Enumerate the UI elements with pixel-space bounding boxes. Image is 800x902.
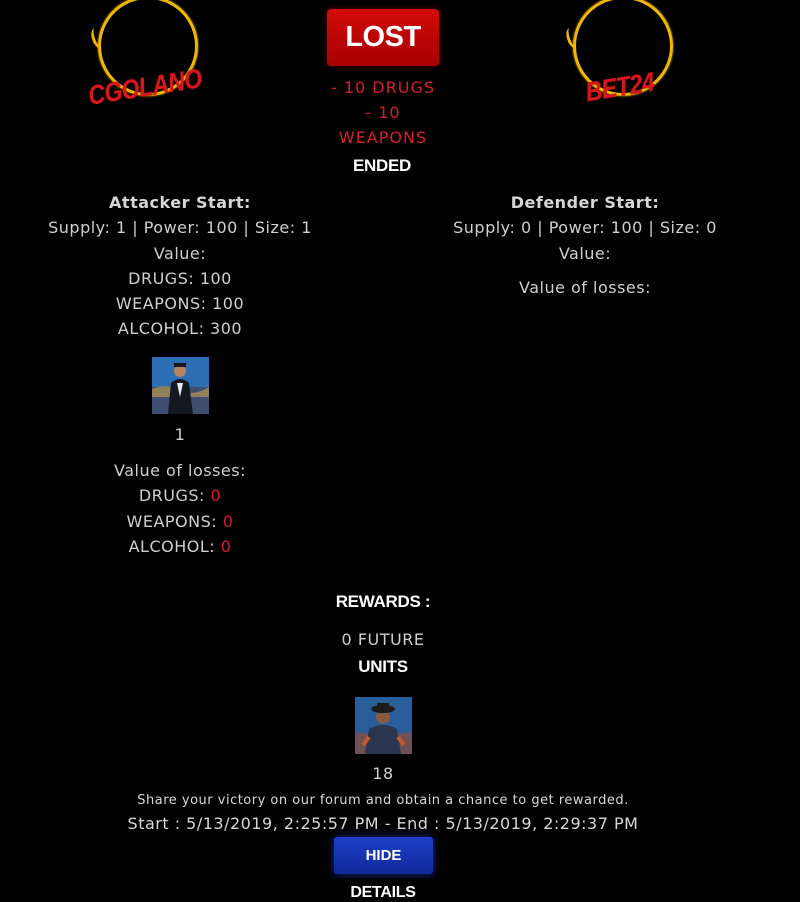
loss-line-2: - 10 [365, 103, 401, 122]
details-label: DETAILS [350, 884, 416, 901]
rewards-heading: REWARDS : [335, 592, 431, 611]
attacker-losses-label: Value of losses: [113, 461, 246, 480]
attacker-loss-drugs: DRUGS: 0 [138, 486, 222, 506]
attacker-loss-alcohol: ALCOHOL: 0 [128, 536, 232, 556]
battle-time-range: Start : 5/13/2019, 2:25:57 PM - End : 5/13/2019, 2:29:37 PM [127, 814, 639, 833]
share-message: Share your victory on our forum and obtain a chance to get rewarded. [137, 793, 629, 808]
hide-details-button[interactable]: HIDE [334, 837, 433, 874]
attacker-value-label: Value: [153, 243, 207, 263]
rewards-units-label: UNITS [358, 657, 408, 676]
reward-unit-portrait[interactable] [355, 697, 412, 754]
attacker-unit-portrait[interactable] [152, 357, 209, 414]
attacker-unit-count: 1 [174, 425, 186, 444]
rewards-future: 0 FUTURE [341, 630, 425, 649]
defender-emblem[interactable] [525, 0, 675, 120]
attacker-name: CGOLANO [86, 63, 204, 111]
attacker-value-weapons: WEAPONS: 100 [115, 294, 245, 314]
attacker-loss-weapons: WEAPONS: 0 [126, 511, 234, 531]
loss-line-1: - 10 DRUGS [330, 78, 435, 97]
battle-status: ENDED [352, 156, 411, 175]
attacker-emblem[interactable] [50, 0, 204, 120]
lost-result-badge[interactable]: LOST [327, 9, 439, 66]
defender-value-label: Value: [558, 243, 612, 263]
attacker-value-alcohol: ALCOHOL: 300 [117, 319, 243, 339]
defender-panel [425, 190, 745, 300]
attacker-stats: Supply: 1 | Power: 100 | Size: 1 [48, 218, 312, 238]
attacker-value-drugs: DRUGS: 100 [128, 268, 232, 288]
defender-start-heading: Defender Start: [510, 193, 660, 212]
defender-name: BET24 [583, 66, 657, 108]
attacker-losses-panel [20, 458, 340, 559]
defender-stats: Supply: 0 | Power: 100 | Size: 0 [453, 218, 717, 238]
loss-line-3: WEAPONS [338, 128, 428, 147]
defender-losses-label: Value of losses: [518, 277, 651, 297]
attacker-start-heading: Attacker Start: [109, 193, 251, 212]
attacker-panel [20, 190, 340, 342]
reward-unit-count: 18 [372, 764, 394, 783]
